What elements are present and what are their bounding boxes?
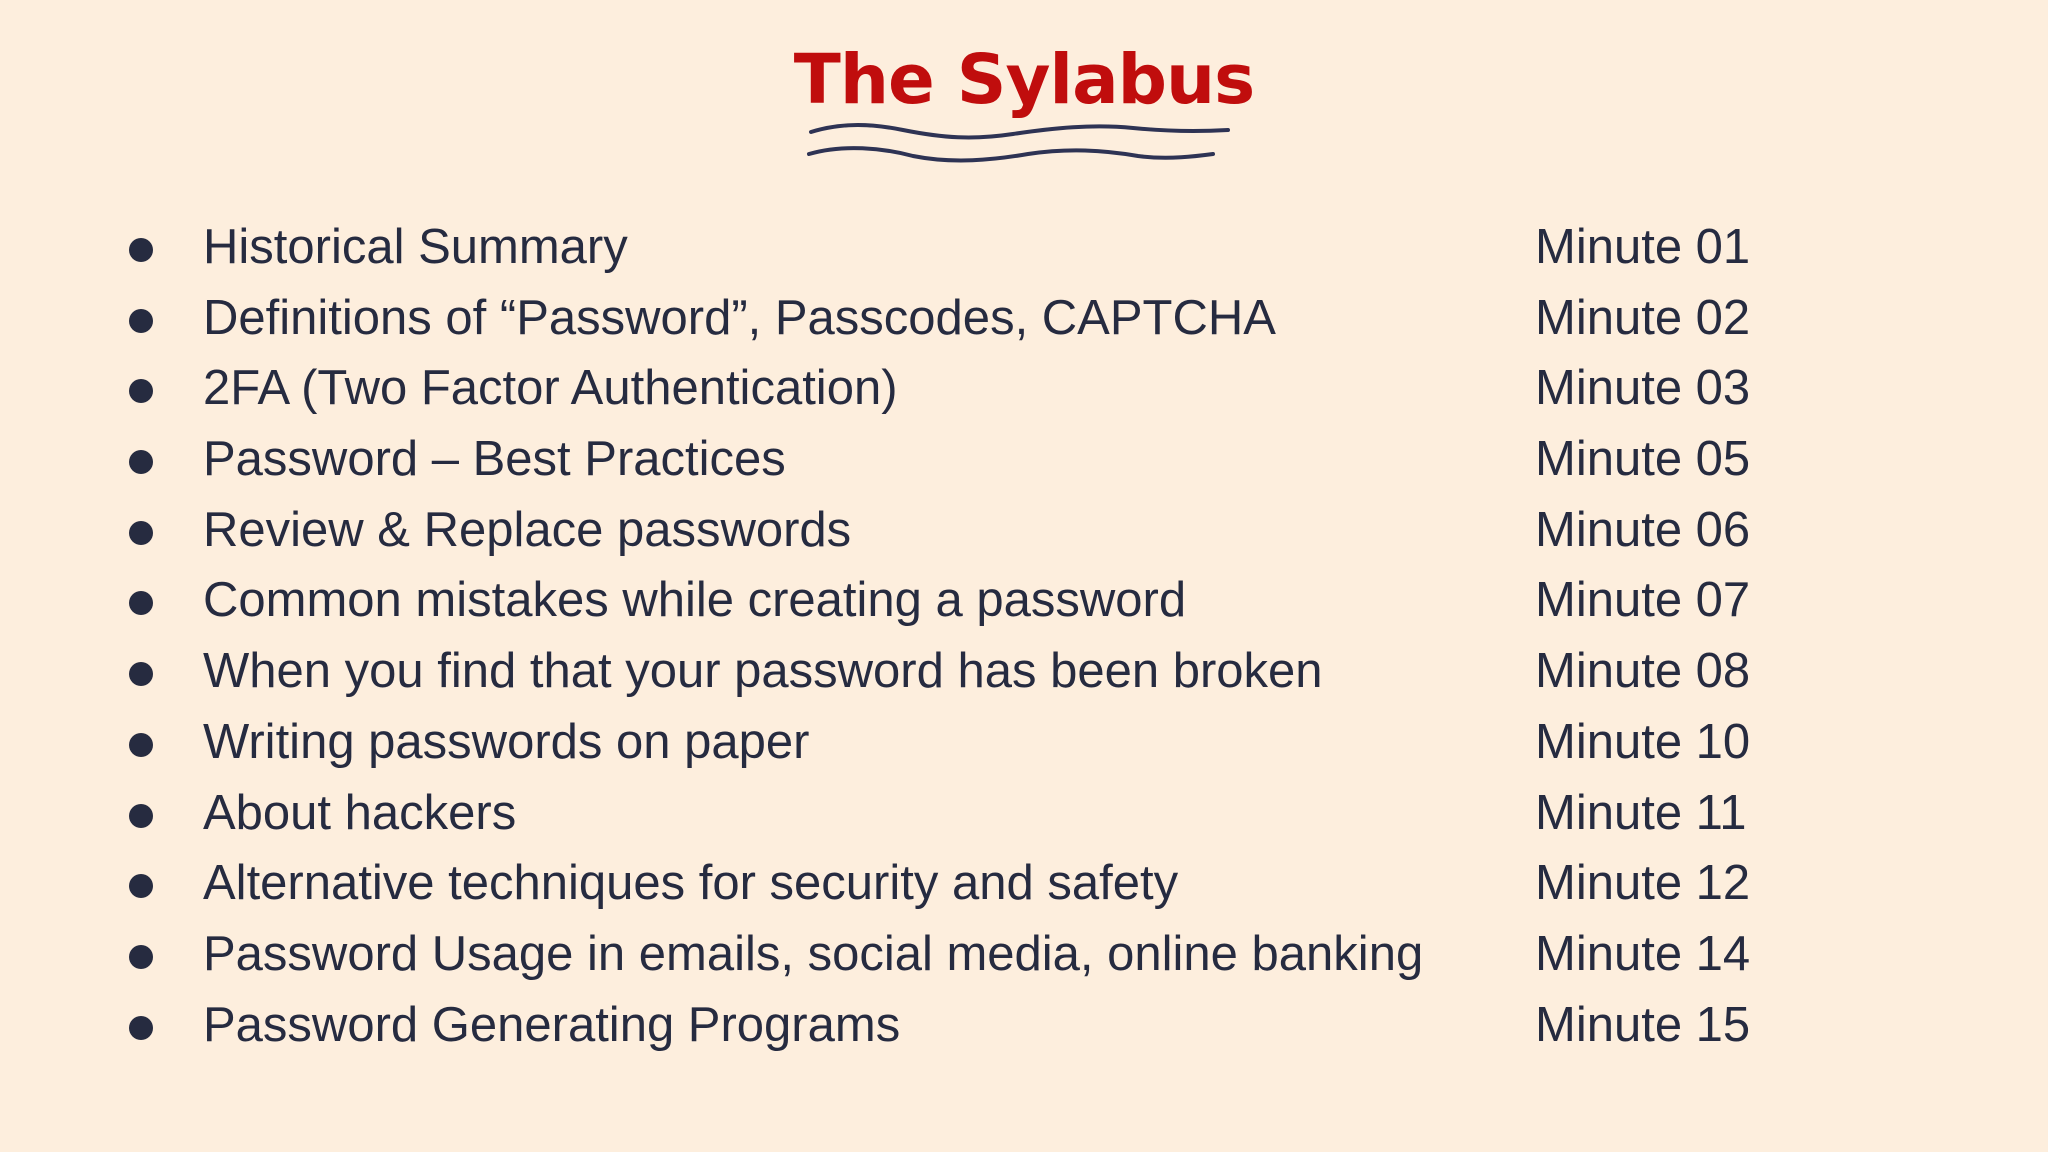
topic-label: Alternative techniques for security and safety	[203, 856, 1179, 911]
slide-title: The Sylabus	[793, 40, 1255, 120]
bullet-icon	[129, 804, 153, 828]
syllabus-row	[0, 636, 2048, 707]
syllabus-row	[0, 565, 2048, 636]
minute-label: Minute 08	[1535, 644, 1751, 699]
minute-label: Minute 05	[1535, 432, 1751, 487]
minute-label: Minute 14	[1535, 926, 1751, 981]
topic-label: Writing passwords on paper	[203, 714, 810, 769]
topic-label: Password Generating Programs	[203, 997, 901, 1052]
minute-label: Minute 12	[1535, 856, 1751, 911]
wavy-underline-decoration	[803, 118, 1233, 178]
topic-label: Definitions of “Password”, Passcodes, CAPTCHA	[203, 290, 1276, 345]
syllabus-row	[0, 495, 2048, 566]
syllabus-row	[0, 283, 2048, 354]
bullet-icon	[129, 379, 153, 403]
topic-label: 2FA (Two Factor Authentication)	[203, 361, 898, 416]
topic-label: About hackers	[203, 785, 517, 840]
bullet-icon	[129, 238, 153, 262]
minute-label: Minute 06	[1535, 502, 1751, 557]
syllabus-row	[0, 778, 2048, 849]
minute-label: Minute 15	[1535, 997, 1751, 1052]
bullet-icon	[129, 309, 153, 333]
bullet-icon	[129, 733, 153, 757]
syllabus-row	[0, 990, 2048, 1061]
syllabus-list	[0, 212, 2048, 1060]
bullet-icon	[129, 945, 153, 969]
minute-label: Minute 01	[1535, 220, 1751, 274]
syllabus-row	[0, 424, 2048, 495]
bullet-icon	[129, 591, 153, 615]
bullet-icon	[129, 521, 153, 545]
bullet-icon	[129, 450, 153, 474]
bullet-icon	[129, 662, 153, 686]
topic-label: Review & Replace passwords	[203, 502, 852, 557]
topic-label: Historical Summary	[203, 220, 628, 274]
topic-label: Password Usage in emails, social media, online banking	[203, 926, 1424, 981]
topic-label: Password – Best Practices	[203, 432, 786, 487]
bullet-icon	[129, 1016, 153, 1040]
topic-label: Common mistakes while creating a password	[203, 573, 1187, 628]
syllabus-row	[0, 848, 2048, 919]
minute-label: Minute 03	[1535, 361, 1751, 416]
minute-label: Minute 07	[1535, 573, 1751, 628]
syllabus-row	[0, 353, 2048, 424]
topic-label: When you find that your password has been broken	[203, 644, 1323, 699]
syllabus-row	[0, 919, 2048, 990]
minute-label: Minute 10	[1535, 714, 1751, 769]
bullet-icon	[129, 874, 153, 898]
minute-label: Minute 02	[1535, 290, 1751, 345]
minute-label: Minute 11	[1535, 785, 1747, 840]
syllabus-row	[0, 707, 2048, 778]
syllabus-row	[0, 212, 2048, 283]
